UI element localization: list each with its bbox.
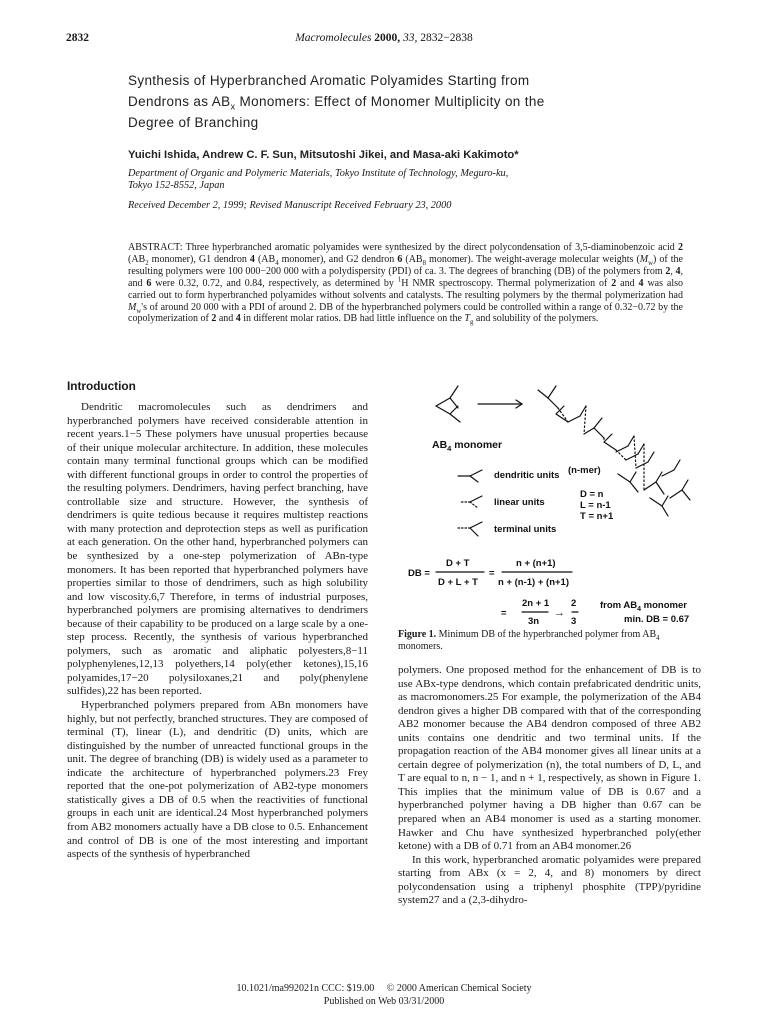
received-dates: Received December 2, 1999; Revised Manuscript Received February 23, 2000 bbox=[128, 200, 452, 211]
page-number: 2832 bbox=[66, 32, 89, 44]
svg-text:2n + 1: 2n + 1 bbox=[522, 598, 550, 609]
svg-text:2: 2 bbox=[571, 598, 577, 609]
legend-linear-label: linear units bbox=[494, 497, 545, 508]
db-label: DB = bbox=[408, 568, 430, 579]
published-line: Published on Web 03/31/2000 bbox=[323, 995, 445, 1007]
svg-text:n + (n-1) + (n+1): n + (n-1) + (n+1) bbox=[498, 577, 569, 588]
monomer-glyph bbox=[436, 386, 460, 422]
legend-dendritic-label: dendritic units bbox=[494, 470, 560, 481]
svg-text:AB4 monomer: $AB_4$ monomer bbox=[432, 439, 503, 453]
journal-year: 2000, bbox=[374, 32, 401, 44]
abstract: ABSTRACT: Three hyperbranched aromatic polyamides were synthesized by the direct polycondensation of 3,5-diaminobenzoic acid 2 ($AB_2$ monomer), G1 dendron 4 ($AB_4$ monomer), and G2 dendron 6 ($AB_8$ monomer). The weight-average molecular weights $(M_w)$ of the resulting polymers were 100 000−200 000 with a polydispersity (PDI) of ca. 3. The degrees of branching (DB) of the polymers from 2, 4, and 6 were 0.32, 0.72, and 0.84, respectively, as determined by $^1$H NMR spectroscopy. Thermal polymerization of 2 and 4 was also carried out to form hyperbranched polyamides without solvents and catalysts. The resulting polymers by the thermal polymerization had $M_w's$ of around 20 000 with a PDI of around 2. DB of the hyperbranched polymers could be controlled within a range of 0.32−0.72 by the copolymerization of 2 and 4 in different molar ratios. DB had little influence on the $T_g$ and solubility of the polymers. bbox=[128, 242, 684, 327]
doi-line: 10.1021/ma992021n CCC: $19.00 © 2000 American Chemical Society bbox=[236, 983, 532, 994]
count-l: L = n-1 bbox=[580, 500, 611, 511]
paragraph: Dendritic macromolecules such as dendrimers and hyperbranched polymers have received considerable attention in recent years.1−5 These polymers have unusual properties because of their unique molecular architecture. In addition, these molecules contain many terminal functional groups which can be modified with different functional groups in order to control the properties of the resulting polymers. Dendrimers, having perfect branching, have controllable size and structure. However, the synthesis of dendrimers is quite tedious because it requires multistep reactions with many protection and deprotection steps as well as purification at each generation. On the other hand, hyperbranched polymers can be synthesized by a one-step polymerization of ABn-type monomers. It has been reported that hyperbranched polymers have properties similar to those of dendrimers, such as high solubility and low viscosity.6,7 Therefore, in terms of industrial purposes, hyperbranched polymers are promising alternatives to dendrimers because of their capability to be produced on a large scale by a one-step process. Recently, the synthesis of various hyperbranched polymers, such as aromatic and aliphatic polyesters,8−11 polyphenylenes,12,13 polyethers,14 poly(ether ketones),15,16 polyamides,17−20 polysiloxanes,21 and poly(phenylene sulfides),22 has been reported. bbox=[67, 401, 368, 698]
count-d: D = n bbox=[580, 489, 604, 500]
svg-text:3: 3 bbox=[571, 616, 577, 626]
journal-pages: 2832−2838 bbox=[420, 32, 473, 44]
terminal-unit-glyph bbox=[458, 522, 482, 536]
footer bbox=[0, 983, 768, 1008]
svg-text:D + L + T: D + L + T bbox=[438, 577, 478, 588]
legend-terminal-label: terminal units bbox=[494, 524, 557, 535]
svg-text:n + (n+1): n + (n+1) bbox=[516, 558, 556, 569]
dendritic-unit-glyph bbox=[458, 470, 482, 482]
journal-citation bbox=[0, 32, 768, 44]
svg-text:=: = bbox=[501, 608, 507, 619]
min-db-label: min. DB = 0.67 bbox=[624, 614, 690, 625]
svg-text:from AB4 monomer: from $AB_4$ monomer bbox=[600, 600, 687, 613]
left-column bbox=[67, 401, 368, 862]
section-heading-introduction: Introduction bbox=[67, 379, 136, 393]
title-line-1: Synthesis of Hyperbranched Aromatic Polyamides Starting from bbox=[128, 73, 530, 88]
journal-name: Macromolecules bbox=[295, 32, 372, 44]
authors: Yuichi Ishida, Andrew C. F. Sun, Mitsutoshi Jikei, and Masa-aki Kakimoto* bbox=[128, 149, 519, 161]
figure-1-diagram bbox=[398, 378, 703, 626]
count-t: T = n+1 bbox=[580, 511, 614, 522]
polymer-chain bbox=[538, 386, 690, 516]
svg-text:3n: 3n bbox=[528, 616, 540, 626]
title-line-3: Degree of Branching bbox=[128, 115, 259, 130]
linear-unit-glyph bbox=[460, 496, 482, 508]
svg-text:→: → bbox=[554, 607, 565, 619]
svg-text:=: = bbox=[489, 568, 495, 579]
paragraph: Hyperbranched polymers prepared from ABn monomers have highly, but not perfectly, branched structures. They are composed of terminal (T), linear (L), and dendritic (D) units, which are distinguished by the number of unreacted functional groups in the unit. The degree of branching (DB) is widely used as a parameter to indicate the architecture of hyperbranched polymers.23 Frey reported that the one-pot polymerization of AB2-type monomers statistically gives a DB of 0.5 when the reactivities of functional groups in each unit are identical.24 Most hyperbranched polymers from AB2 monomers actually have a DB close to 0.5. Enhancement and control of DB is one of the most interesting and important aspects of the synthesis of hyperbranched bbox=[67, 699, 368, 861]
affiliation: Department of Organic and Polymeric Materials, Tokyo Institute of Technology, Meguro-ku, Tokyo 152-8552, Japan bbox=[128, 168, 509, 192]
article-title bbox=[128, 70, 668, 133]
right-column bbox=[398, 664, 701, 908]
title-line-2: Dendrons as $AB_x$ Monomers: Effect of Monomer Multiplicity on the bbox=[128, 94, 545, 112]
figure-caption: Figure 1. Minimum DB of the hyperbranched polymer from $AB_4$ monomers. bbox=[398, 629, 660, 653]
legend-nmer-label: (n-mer) bbox=[568, 465, 601, 476]
journal-volume: 33, bbox=[403, 32, 418, 44]
paragraph: polymers. One proposed method for the enhancement of DB is to use ABx-type dendrons, which contain prefabricated dendritic units, as macromonomers.25 For example, the polymerization of the AB4 dendron gives a higher DB compared with that of the corresponding AB2 monomer because the AB4 dendron composed of three AB2 units contains one dendritic and two terminal units. If the propagation reaction of the AB4 monomer gives all linear units at a certain degree of polymerization (n), the total numbers of D, L, and T are equal to n, n − 1, and n + 1, respectively, as shown in Figure 1. This implies that the minimum value of DB is 0.67 and a hyperbranched polymer having a DB higher than 0.67 can be prepared when an AB4 monomer is used as a starting monomer. Hawker and Chu have synthesized hyperbranched poly(ether ketone) with a DB of 0.71 from an AB4 monomer.26 bbox=[398, 664, 701, 853]
paragraph: In this work, hyperbranched aromatic polyamides were prepared starting from ABx (x = 2, 4, and 8) monomers by direct polycondensation using a triphenyl phosphite (TPP)/pyridine system27 and a (2,3-dihydro- bbox=[398, 853, 701, 907]
svg-text:D + T: D + T bbox=[446, 558, 470, 569]
